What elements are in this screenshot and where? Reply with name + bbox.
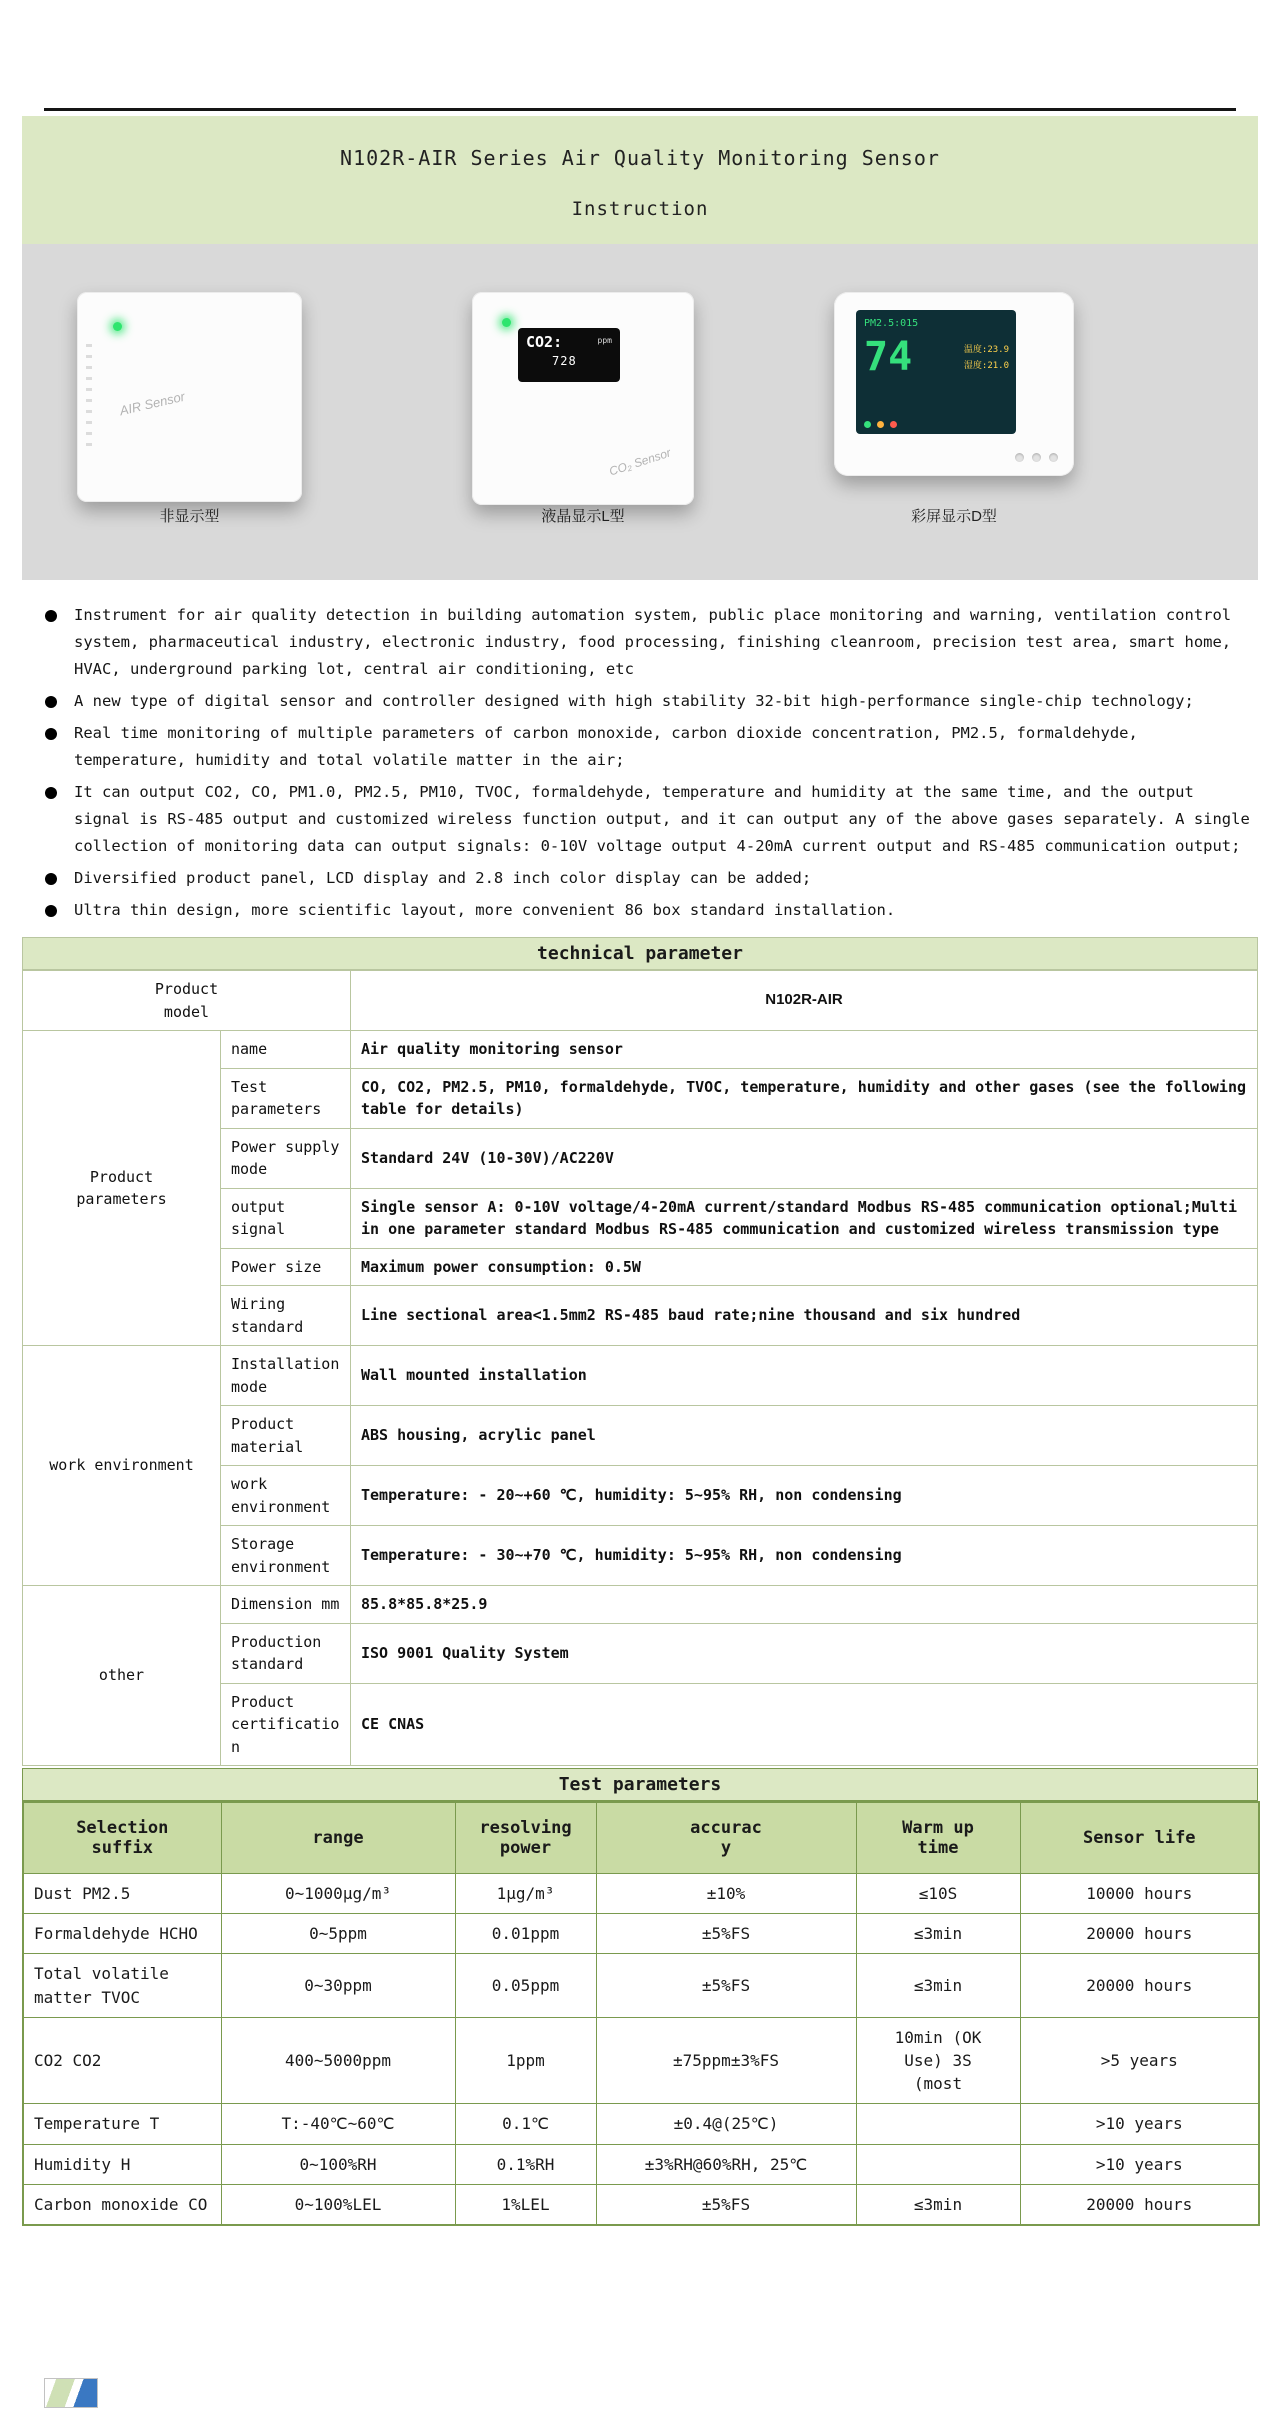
test-cell — [596, 2104, 856, 2144]
feature-text: Diversified product panel, LCD display and 2.8 inch color display can be added; — [74, 869, 812, 887]
test-cell-text: 0~1000μg/m³ — [285, 1884, 391, 1903]
test-cell — [23, 2144, 221, 2184]
tech-param-cell: Installation mode — [221, 1346, 351, 1406]
feature-list — [22, 594, 1258, 937]
test-cell — [23, 1954, 221, 2017]
test-table-body — [23, 1874, 1259, 2225]
test-row — [23, 2184, 1259, 2225]
tech-param-cell: output signal — [221, 1188, 351, 1248]
test-cell — [1020, 2104, 1259, 2144]
test-cell — [596, 2144, 856, 2184]
tech-group-cell — [23, 1586, 221, 1766]
tech-param-cell: Dimension mm — [221, 1586, 351, 1624]
product-gallery — [22, 244, 1258, 580]
tech-value-cell: CO, CO2, PM2.5, PM10, formaldehyde, TVOC, temperature, humidity and other gases (see the following table for details) — [351, 1068, 1258, 1128]
device-buttons — [1015, 453, 1058, 462]
top-margin — [22, 0, 1258, 108]
test-row — [23, 1954, 1259, 2017]
test-cell — [23, 2104, 221, 2144]
test-cell-text: 0.01ppm — [491, 1924, 560, 1944]
test-cell-text: ±0.4@(25℃) — [673, 2114, 779, 2134]
test-parameters-band: Test parameters — [22, 1768, 1258, 1801]
screen-side-readings — [964, 342, 1009, 374]
vent-slots — [86, 344, 92, 454]
feature-item — [36, 688, 1252, 715]
test-cell-text: 10000 hours — [1086, 1884, 1193, 1903]
tech-param-cell: Power supply mode — [221, 1128, 351, 1188]
tech-param-cell: Power size — [221, 1248, 351, 1286]
test-col-header-text: accuracy — [690, 1818, 762, 1858]
screen-humidity-line: 湿度:21.0 — [963, 361, 1009, 372]
test-col-header — [596, 1802, 856, 1874]
product-lcd-image — [472, 292, 694, 505]
tech-group-cell — [23, 1031, 221, 1346]
tech-param-cell: Test parameters — [221, 1068, 351, 1128]
tech-value-cell: Temperature: - 30~+70 ℃, humidity: 5~95% RH, non condensing — [351, 1526, 1258, 1586]
test-cell-text: 0.1℃ — [502, 2114, 549, 2134]
tech-param-cell: Product material — [221, 1406, 351, 1466]
test-row — [23, 1874, 1259, 1914]
feature-item — [36, 779, 1252, 860]
tech-table — [22, 970, 1258, 1766]
test-cell — [596, 1874, 856, 1914]
feature-item — [36, 865, 1252, 892]
model-value-cell: N102R-AIR — [351, 971, 1258, 1031]
test-cell — [1020, 1914, 1259, 1954]
feature-item — [36, 897, 1252, 924]
test-cell-text: ≤10S — [918, 1884, 958, 1903]
tech-value-cell: Temperature: - 20~+60 ℃, humidity: 5~95% RH, non condensing — [351, 1466, 1258, 1526]
bullet-icon — [45, 728, 57, 740]
test-cell-text: 0.1%RH — [496, 2154, 555, 2174]
product-color-screen — [834, 292, 1074, 526]
bullet-icon — [45, 905, 57, 917]
tech-group-label: work environment — [49, 1456, 194, 1475]
test-cell — [23, 1874, 221, 1914]
test-cell — [455, 1954, 596, 2017]
test-col-header — [856, 1802, 1020, 1874]
tech-row — [23, 1346, 1258, 1406]
test-cell — [23, 2017, 221, 2104]
test-cell — [455, 2184, 596, 2225]
test-cell-text: ≤3min — [913, 2194, 963, 2214]
tech-param-cell: work environment — [221, 1466, 351, 1526]
test-cell-text: Formaldehyde HCHO — [34, 1924, 198, 1944]
product-caption: 液晶显示L型 — [541, 508, 625, 525]
test-cell — [455, 2144, 596, 2184]
test-row — [23, 2144, 1259, 2184]
test-row — [23, 1914, 1259, 1954]
product-color-screen-image — [834, 292, 1074, 476]
test-col-header — [23, 1802, 221, 1874]
test-table-head-row — [23, 1802, 1259, 1874]
tech-param-cell: Production standard — [221, 1623, 351, 1683]
test-cell-text: 20000 hours — [1086, 2194, 1193, 2214]
test-col-header — [221, 1802, 455, 1874]
status-dots-icon — [864, 421, 897, 428]
tech-value-cell: CE CNAS — [351, 1683, 1258, 1766]
test-cell — [596, 2184, 856, 2225]
tech-param-cell: Storage environment — [221, 1526, 351, 1586]
test-cell-text: 0~100%RH — [299, 2154, 377, 2174]
feature-text: It can output CO2, CO, PM1.0, PM2.5, PM10, TVOC, formaldehyde, temperature and humidity at the same time, and the output signal is RS-485 output and customized wireless function output, and it can output any of the above gases separately. A single collection of monitoring data can output signals: 0-10V voltage output 4-20mA current output and RS-485 communication output; — [74, 783, 1250, 855]
product-model-text: Product model — [154, 980, 219, 1021]
test-cell — [455, 2017, 596, 2104]
test-cell — [221, 2144, 455, 2184]
document-page — [22, 0, 1258, 2408]
test-cell — [221, 1954, 455, 2017]
test-cell-text: 1%LEL — [501, 2194, 550, 2214]
test-cell — [1020, 2144, 1259, 2184]
test-cell-text: Temperature T — [34, 2114, 160, 2134]
tech-param-cell: Wiring standard — [221, 1286, 351, 1346]
test-cell — [23, 1914, 221, 1954]
lcd-reading-value: 728 — [552, 353, 577, 368]
test-col-header — [1020, 1802, 1259, 1874]
test-cell-text: 400~5000ppm — [285, 2050, 391, 2070]
test-cell-text: CO2 CO2 — [34, 2050, 102, 2070]
feature-text: Real time monitoring of multiple parameters of carbon monoxide, carbon dioxide concentration, PM2.5, formaldehyde, temperature, humidity and total volatile matter in the air; — [74, 724, 1138, 769]
test-cell-text: 1μg/m³ — [496, 1884, 555, 1903]
test-cell-text: >10 years — [1095, 2154, 1183, 2174]
bullet-icon — [45, 873, 57, 885]
test-cell-text: 0.05ppm — [491, 1975, 560, 1995]
tech-value-cell: Line sectional area<1.5mm2 RS-485 baud rate;nine thousand and six hundred — [351, 1286, 1258, 1346]
tech-value-cell: Standard 24V (10-30V)/AC220V — [351, 1128, 1258, 1188]
tech-row — [23, 1031, 1258, 1069]
tech-value-cell: ISO 9001 Quality System — [351, 1623, 1258, 1683]
test-cell-text: >5 years — [1100, 2050, 1178, 2070]
test-cell — [856, 2104, 1020, 2144]
test-cell — [23, 2184, 221, 2225]
device-print-label: CO₂ Sensor — [607, 445, 673, 479]
test-col-header-text: resolving power — [479, 1818, 572, 1858]
screen-temp-line: 温度:23.9 — [963, 345, 1009, 355]
tech-value-cell: Air quality monitoring sensor — [351, 1031, 1258, 1069]
tech-group-label: Product parameters — [76, 1167, 167, 1208]
tech-model-row — [23, 971, 1258, 1031]
product-model-cell — [23, 971, 351, 1031]
lcd-display — [518, 328, 620, 382]
test-cell — [596, 1914, 856, 1954]
test-cell-text: ±3%RH@60%RH, 25℃ — [644, 2154, 808, 2174]
test-row — [23, 2017, 1259, 2104]
product-caption: 非显示型 — [159, 508, 220, 525]
product-lcd — [472, 292, 694, 526]
product-caption: 彩屏显示D型 — [911, 508, 997, 525]
lcd-unit-label: ppm — [597, 336, 612, 345]
tech-value-cell: 85.8*85.8*25.9 — [351, 1586, 1258, 1624]
test-cell-text: 20000 hours — [1086, 1975, 1193, 1995]
feature-text: Instrument for air quality detection in building automation system, public place monitoring and warning, ventilation control system, pharmaceutical industry, electronic industry, food processing, finishing cleanroom, precision test area, smart home, HVAC, underground parking lot, central air conditioning, etc — [74, 606, 1232, 678]
tech-table-body — [23, 971, 1258, 1766]
color-screen — [856, 310, 1016, 434]
test-cell — [856, 1874, 1020, 1914]
test-col-header — [455, 1802, 596, 1874]
led-indicator-icon — [502, 318, 511, 327]
led-indicator-icon — [113, 322, 122, 331]
test-row — [23, 2104, 1259, 2144]
page-title: N102R-AIR Series Air Quality Monitoring Sensor — [340, 146, 940, 170]
test-cell — [221, 2017, 455, 2104]
screen-main-reading: 74 — [864, 334, 913, 380]
lcd-gas-label: CO2: — [526, 333, 563, 351]
test-cell — [596, 1954, 856, 2017]
test-cell — [1020, 2184, 1259, 2225]
test-cell-text: 20000 hours — [1086, 1924, 1193, 1944]
test-cell-text: >10 years — [1095, 2114, 1183, 2134]
tech-value-cell: ABS housing, acrylic panel — [351, 1406, 1258, 1466]
test-cell-text: Carbon monoxide CO — [34, 2194, 208, 2214]
tech-param-cell: Product certification — [221, 1683, 351, 1766]
feature-text: Ultra thin design, more scientific layout, more convenient 86 box standard installation. — [74, 901, 896, 919]
test-cell-text: ±5%FS — [701, 1975, 751, 1995]
technical-parameter-band: technical parameter — [22, 937, 1258, 970]
test-cell-text: Dust PM2.5 — [34, 1884, 131, 1903]
test-cell — [1020, 2017, 1259, 2104]
next-page-thumbnail — [44, 2378, 98, 2408]
bullet-icon — [45, 610, 57, 622]
test-cell-text: 0~100%LEL — [294, 2194, 382, 2214]
product-non-display-image — [77, 292, 302, 502]
test-cell — [221, 1874, 455, 1914]
test-cell-text: ≤3min — [913, 1975, 963, 1995]
test-cell-text: 10min (OK Use) 3S (most — [894, 2027, 982, 2094]
test-cell — [455, 1874, 596, 1914]
test-cell — [455, 1914, 596, 1954]
test-cell — [856, 2184, 1020, 2225]
screen-pm-reading: PM2.5:015 — [864, 318, 919, 329]
feature-text: A new type of digital sensor and controller designed with high stability 32-bit high-performance single-chip technology; — [74, 692, 1194, 710]
test-col-header-text: Selection suffix — [76, 1818, 169, 1858]
test-cell-text: ±10% — [706, 1884, 746, 1903]
tech-param-cell: name — [221, 1031, 351, 1069]
test-col-header-text: Warm up time — [902, 1818, 974, 1858]
test-cell — [1020, 1954, 1259, 2017]
test-cell-text: T:-40℃~60℃ — [281, 2114, 395, 2134]
tech-group-cell — [23, 1346, 221, 1586]
test-cell-text: ≤3min — [913, 1924, 963, 1944]
device-print-label: AIR Sensor — [118, 388, 187, 419]
tech-value-cell: Wall mounted installation — [351, 1346, 1258, 1406]
feature-item — [36, 720, 1252, 774]
test-cell — [1020, 1874, 1259, 1914]
test-col-header-text: Sensor life — [1082, 1828, 1196, 1848]
tech-group-label: other — [98, 1666, 145, 1685]
test-cell-text: ±5%FS — [701, 1924, 751, 1944]
bullet-icon — [45, 787, 57, 799]
tech-value-cell: Single sensor A: 0-10V voltage/4-20mA current/standard Modbus RS-485 communication optional;Multi in one parameter standard Modbus RS-485 communication and customized wireless transmission type — [351, 1188, 1258, 1248]
test-cell — [856, 2144, 1020, 2184]
test-cell-text: 1ppm — [506, 2050, 545, 2070]
page-subtitle: Instruction — [571, 198, 709, 220]
test-col-header-text: range — [312, 1828, 364, 1848]
test-cell-text: 0~5ppm — [309, 1924, 367, 1944]
tech-row — [23, 1586, 1258, 1624]
bullet-icon — [45, 696, 57, 708]
tech-value-cell: Maximum power consumption: 0.5W — [351, 1248, 1258, 1286]
test-cell-text: Humidity H — [34, 2154, 131, 2174]
feature-item — [36, 602, 1252, 683]
test-cell — [221, 2104, 455, 2144]
test-cell — [596, 2017, 856, 2104]
test-cell-text: ±75ppm±3%FS — [673, 2050, 779, 2070]
test-cell — [221, 2184, 455, 2225]
test-cell — [856, 1914, 1020, 1954]
product-non-display — [77, 292, 302, 526]
test-cell — [856, 2017, 1020, 2104]
test-cell-text: Total volatile matter TVOC — [34, 1964, 169, 2007]
test-cell — [221, 1914, 455, 1954]
document-header — [22, 116, 1258, 244]
test-cell-text: ±5%FS — [701, 2194, 751, 2214]
test-cell — [856, 1954, 1020, 2017]
test-table — [22, 1801, 1260, 2226]
test-cell — [455, 2104, 596, 2144]
top-border-rule — [44, 108, 1236, 111]
test-cell-text: 0~30ppm — [304, 1975, 372, 1995]
